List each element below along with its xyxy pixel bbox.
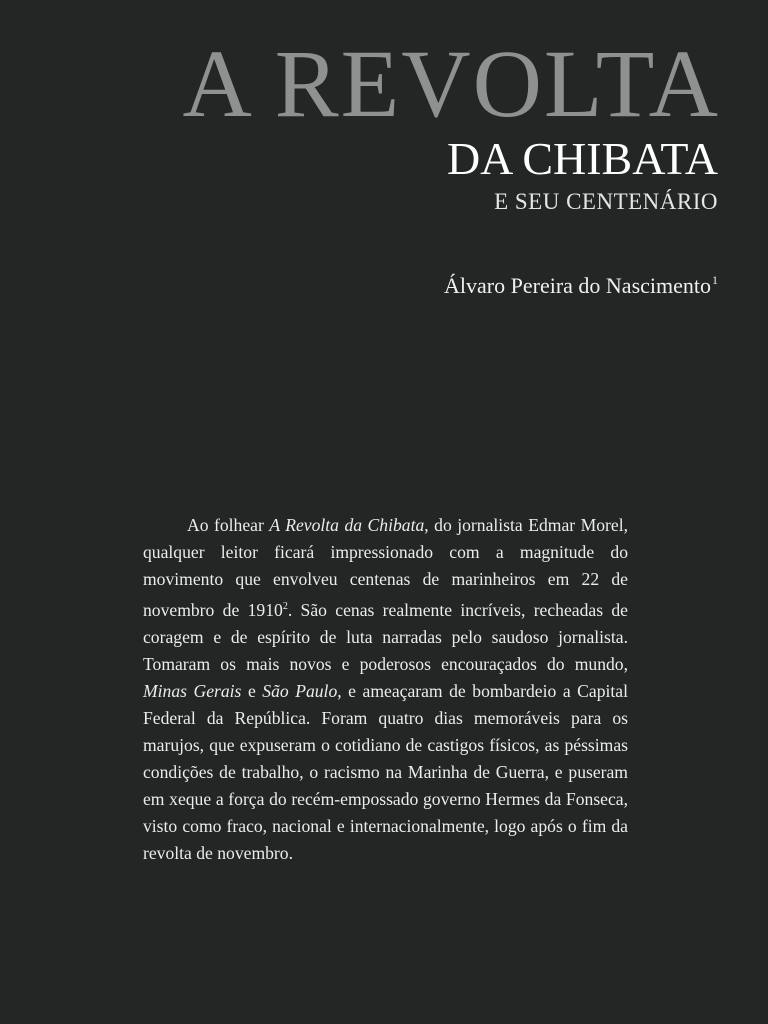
- ship-name-2: São Paulo: [262, 681, 338, 701]
- title-subtitle: DA CHIBATA: [446, 133, 718, 184]
- body-text-2: , do jornalista Edmar Morel, qualquer leitor ficará impressionado com a magnitude do movimento que envolveu centenas de marinheiros em 22 de novembro de 1910: [143, 515, 628, 620]
- body-text-3: . São cenas realmente incríveis, recheadas de coragem e de espírito de luta narradas pelo saudoso jornalista. Tomaram os mais novos e poderosos encouraçados do mundo,: [143, 600, 628, 674]
- footnote-ref-2[interactable]: 2: [282, 601, 288, 612]
- body-text-4: e: [241, 681, 263, 701]
- author-line: [444, 266, 718, 300]
- title-main: A REVOLTA: [182, 30, 720, 137]
- author-footnote-ref[interactable]: 1: [712, 273, 718, 287]
- author-name: Álvaro Pereira do Nascimento: [444, 273, 711, 298]
- body-paragraph: [143, 512, 628, 867]
- body-text-1: Ao folhear: [187, 515, 270, 535]
- title-tagline: E SEU CENTENÁRIO: [494, 189, 718, 214]
- body-text-5: , e ameaçaram de bombardeio a Capital Federal da República. Foram quatro dias memoráveis para os marujos, que expuseram o cotidiano de castigos físicos, as péssimas condições de trabalho, o racismo na Marinha de Guerra, e puseram em xeque a força do recém-empossado governo Hermes da Fonseca, visto como fraco, nacional e internacionalmente, logo após o fim da revolta de novembro.: [143, 681, 628, 863]
- book-title: A Revolta da Chibata: [269, 515, 425, 535]
- ship-name-1: Minas Gerais: [143, 681, 242, 701]
